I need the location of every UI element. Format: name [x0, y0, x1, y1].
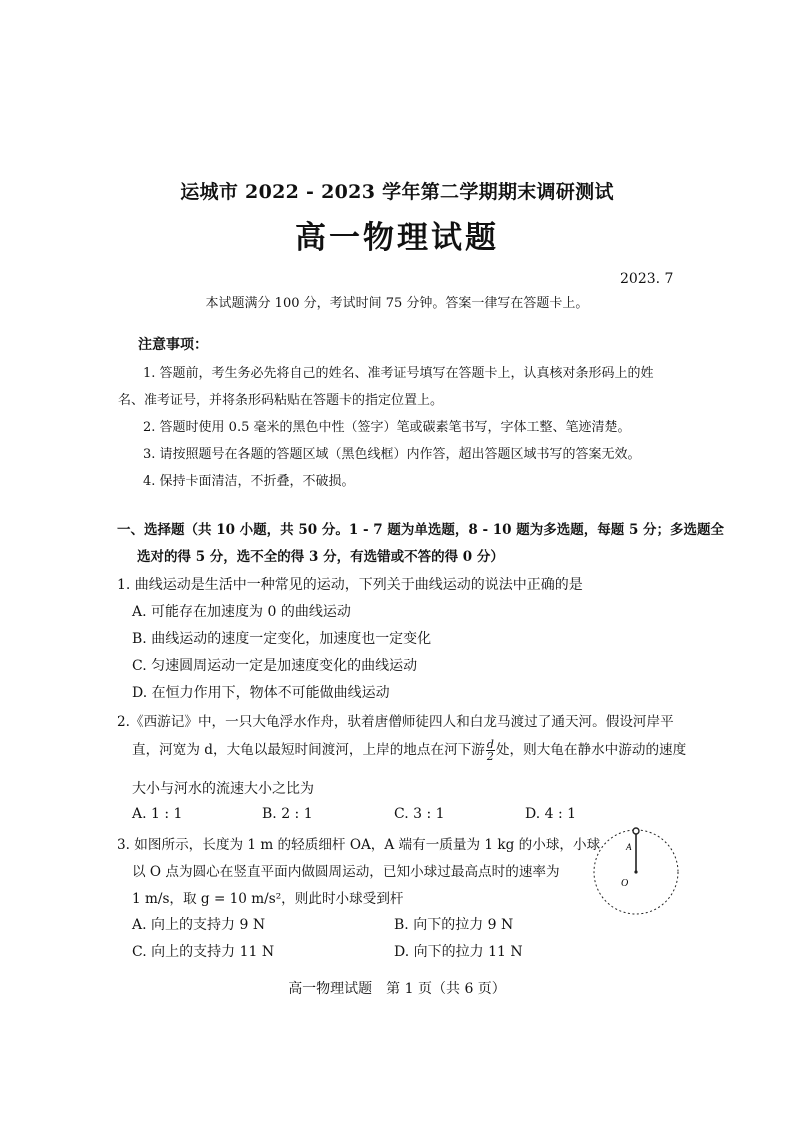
section-heading: 一、选择题（共 10 小题，共 50 分。1 - 7 题为单选题，8 - 10 题为多选题，每题 5 分；多选题全 [117, 522, 725, 538]
notice-item: 3. 请按照题号在各题的答题区域（黑色线框）内作答，超出答题区域书写的答案无效。 [143, 447, 641, 462]
label-a: A [626, 842, 632, 852]
question-2-text-a: 直，河宽为 d，大龟以最短时间渡河，上岸的地点在河下游 [132, 742, 485, 758]
question-2-stem-end: 大小与河水的流速大小之比为 [132, 781, 314, 797]
exam-title: 运城市 2022 - 2023 学年第二学期期末调研测试 [180, 181, 614, 203]
question-1-option-c: C. 匀速圆周运动一定是加速度变化的曲线运动 [132, 658, 418, 674]
notice-item: 名、准考证号，并将条形码粘贴在答题卡的指定位置上。 [118, 393, 444, 408]
question-3-option-a: A. 向上的支持力 9 N [132, 917, 266, 933]
question-3-option-d: D. 向下的拉力 11 N [394, 944, 523, 960]
question-1-option-d: D. 在恒力作用下，物体不可能做曲线运动 [132, 685, 390, 701]
question-2-text-b: 处，则大龟在静水中游动的速度 [495, 742, 687, 758]
page-footer: 高一物理试题 第 1 页（共 6 页） [288, 981, 506, 997]
question-1-stem: 1. 曲线运动是生活中一种常见的运动，下列关于曲线运动的说法中正确的是 [117, 577, 583, 593]
exam-note: 本试题满分 100 分，考试时间 75 分钟。答案一律写在答题卡上。 [205, 296, 589, 311]
question-2-option-c: C. 3 : 1 [394, 806, 445, 822]
section-heading-cont: 选对的得 5 分，选不全的得 3 分，有选错或不答的得 0 分） [137, 549, 504, 565]
question-3-stem: 3. 如图所示，长度为 1 m 的轻质细杆 OA，A 端有一质量为 1 kg 的小球，小球 [117, 837, 601, 853]
notice-item: 1. 答题前，考生务必先将自己的姓名、准考证号填写在答题卡上，认真核对条形码上的姓 [143, 366, 654, 381]
question-3-stem-cont: 以 O 点为圆心在竖直平面内做圆周运动，已知小球过最高点时的速率为 [132, 864, 560, 880]
question-3-stem-end: 1 m/s，取 g = 10 m/s²，则此时小球受到杆 [132, 891, 404, 907]
question-2-option-a: A. 1 : 1 [132, 806, 183, 822]
notice-item: 4. 保持卡面清洁，不折叠，不破损。 [143, 474, 355, 489]
notice-heading: 注意事项： [138, 337, 208, 353]
subject-title: 高一物理试题 [295, 220, 499, 256]
fraction-d-over-2: $\frac{d}{2}$ [486, 738, 494, 763]
question-3-option-b: B. 向下的拉力 9 N [394, 917, 514, 933]
question-2-option-d: D. 4 : 1 [525, 806, 577, 822]
label-o: O [621, 878, 629, 889]
question-2-option-b: B. 2 : 1 [262, 806, 313, 822]
circular-motion-figure [590, 826, 682, 918]
question-2-stem: 2.《西游记》中，一只大龟浮水作舟，驮着唐僧师徒四人和白龙马渡过了通天河。假设河岸平 [117, 714, 674, 730]
center-point [634, 870, 637, 873]
ball [633, 828, 639, 834]
question-2-stem-cont [132, 738, 686, 762]
exam-date: 2023. 7 [620, 271, 674, 287]
notice-item: 2. 答题时使用 0.5 毫米的黑色中性（签字）笔或碳素笔书写，字体工整、笔迹清楚。 [143, 420, 631, 435]
question-3-option-c: C. 向上的支持力 11 N [132, 944, 275, 960]
question-1-option-a: A. 可能存在加速度为 0 的曲线运动 [132, 604, 351, 620]
question-1-option-b: B. 曲线运动的速度一定变化，加速度也一定变化 [132, 631, 432, 647]
